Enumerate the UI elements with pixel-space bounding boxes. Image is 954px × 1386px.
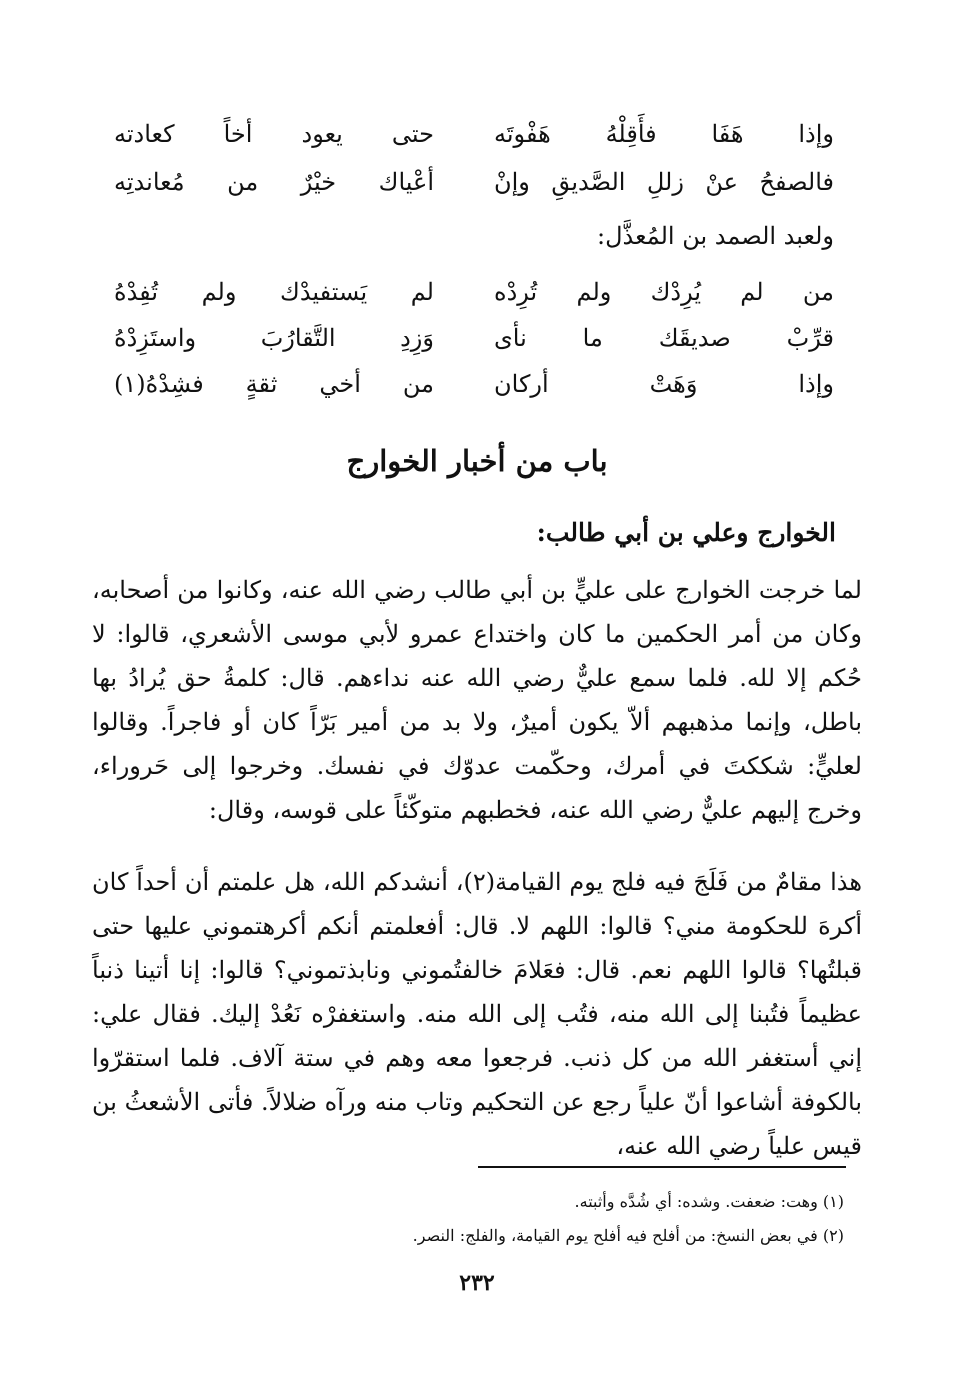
verse-second-hemistich: أعْياك خيْرٌ من مُعاندتِه	[114, 168, 434, 196]
chapter-title: باب من أخبار الخوارج	[346, 444, 608, 478]
verse-first-hemistich: من لم يُرِدْك ولم تُرِدْه	[494, 278, 834, 306]
body-paragraph: لما خرجت الخوارج على عليٍّ بن أبي طالب رضي الله عنه، وكانوا من أصحابه، وكان من أمر الحكمين ما كان واختداع عمرو لأبي موسى الأشعري، قالوا: لا حُكم إلا لله. فلما سمع عليٌّ رضي الله عنه نداءهم. قال: كلمةُ حق يُرادُ بها باطل، وإنما مذهبهم ألاّ يكون أميرٌ، ولا بد من أمير بَرّاً كان أو فاجراً. وقالوا لعليٍّ: شككتَ في أمرك، وحكّمت عدوّك في نفسك. وخرجوا إلى حَروراء، وخرج إليهم عليٌّ رضي الله عنه، فخطبهم متوكّئاً على قوسه، وقال:	[92, 576, 862, 824]
footnote-divider	[478, 1166, 846, 1168]
section-subheading: الخوارج وعلي بن أبي طالب:	[536, 518, 836, 547]
verse-first-hemistich: فالصفحُ عنْ زللِ الصَّديقِ وإنْ	[494, 168, 834, 196]
page-number: ٢٣٢	[459, 1270, 495, 1296]
poem-intro: ولعبد الصمد بن المُعذَّل:	[597, 222, 834, 250]
verse-first-hemistich: وإذا وَهَتْ أركان	[494, 370, 834, 398]
verse-second-hemistich: لم يَستفيدْك ولم تُفِدْهُ	[114, 278, 434, 306]
verse-line	[114, 272, 834, 312]
verse-first-hemistich: وإذا هَفَا فأَقِلْهُ هَفْوتَه	[494, 120, 834, 148]
verse-second-hemistich: حتى يعود أخاً كعادته	[114, 120, 434, 148]
verse-second-hemistich: وَزِدِ التَّقارُبَ واستَزِدْهُ	[114, 324, 434, 352]
footnote: (٢) في بعض النسخ: من أفلح فيه أفلح يوم القيامة، والفلج: النصر.	[412, 1226, 844, 1245]
body-paragraph: هذا مقامٌ من فَلَجَ فيه فلج يوم القيامة(٢)، أنشدكم الله، هل علمتم أن أحداً كان أكرهَ للحكومة مني؟ قالوا: اللهم لا. قال: أفعلمتم أنكم أكرهتموني عليها حتى قبلتُها؟ قالوا اللهم نعم. قال: فعَلامَ خالفتُموني ونابذتموني؟ قالوا: إنا أتينا ذنباً عظيماً فتُبنا إلى الله منه، فتُب إلى الله منه. واستغفرْه نَعُدْ إليك. فقال علي: إني أستغفر الله من كل ذنب. فرجعوا معه وهم في ستة آلاف. فلما استقرّوا بالكوفة أشاعوا أنّ علياً رجع عن التحكيم وتاب منه ورآه ضلالاً. فأتى الأشعثُ بن قيس علياً رضي الله عنه،	[92, 868, 863, 1160]
verse-second-hemistich: من أخي ثقةٍ فشِدْهُ(١)	[114, 370, 434, 398]
verse-line	[114, 364, 834, 404]
footnote: (١) وهت: ضعفت. وشده: أي شُدَّه وأثبته.	[574, 1192, 844, 1211]
verse-line	[114, 318, 834, 358]
verse-line	[114, 114, 834, 154]
verse-first-hemistich: قرِّبْ صديقَك ما نأى	[494, 324, 834, 352]
verse-line	[114, 162, 834, 202]
